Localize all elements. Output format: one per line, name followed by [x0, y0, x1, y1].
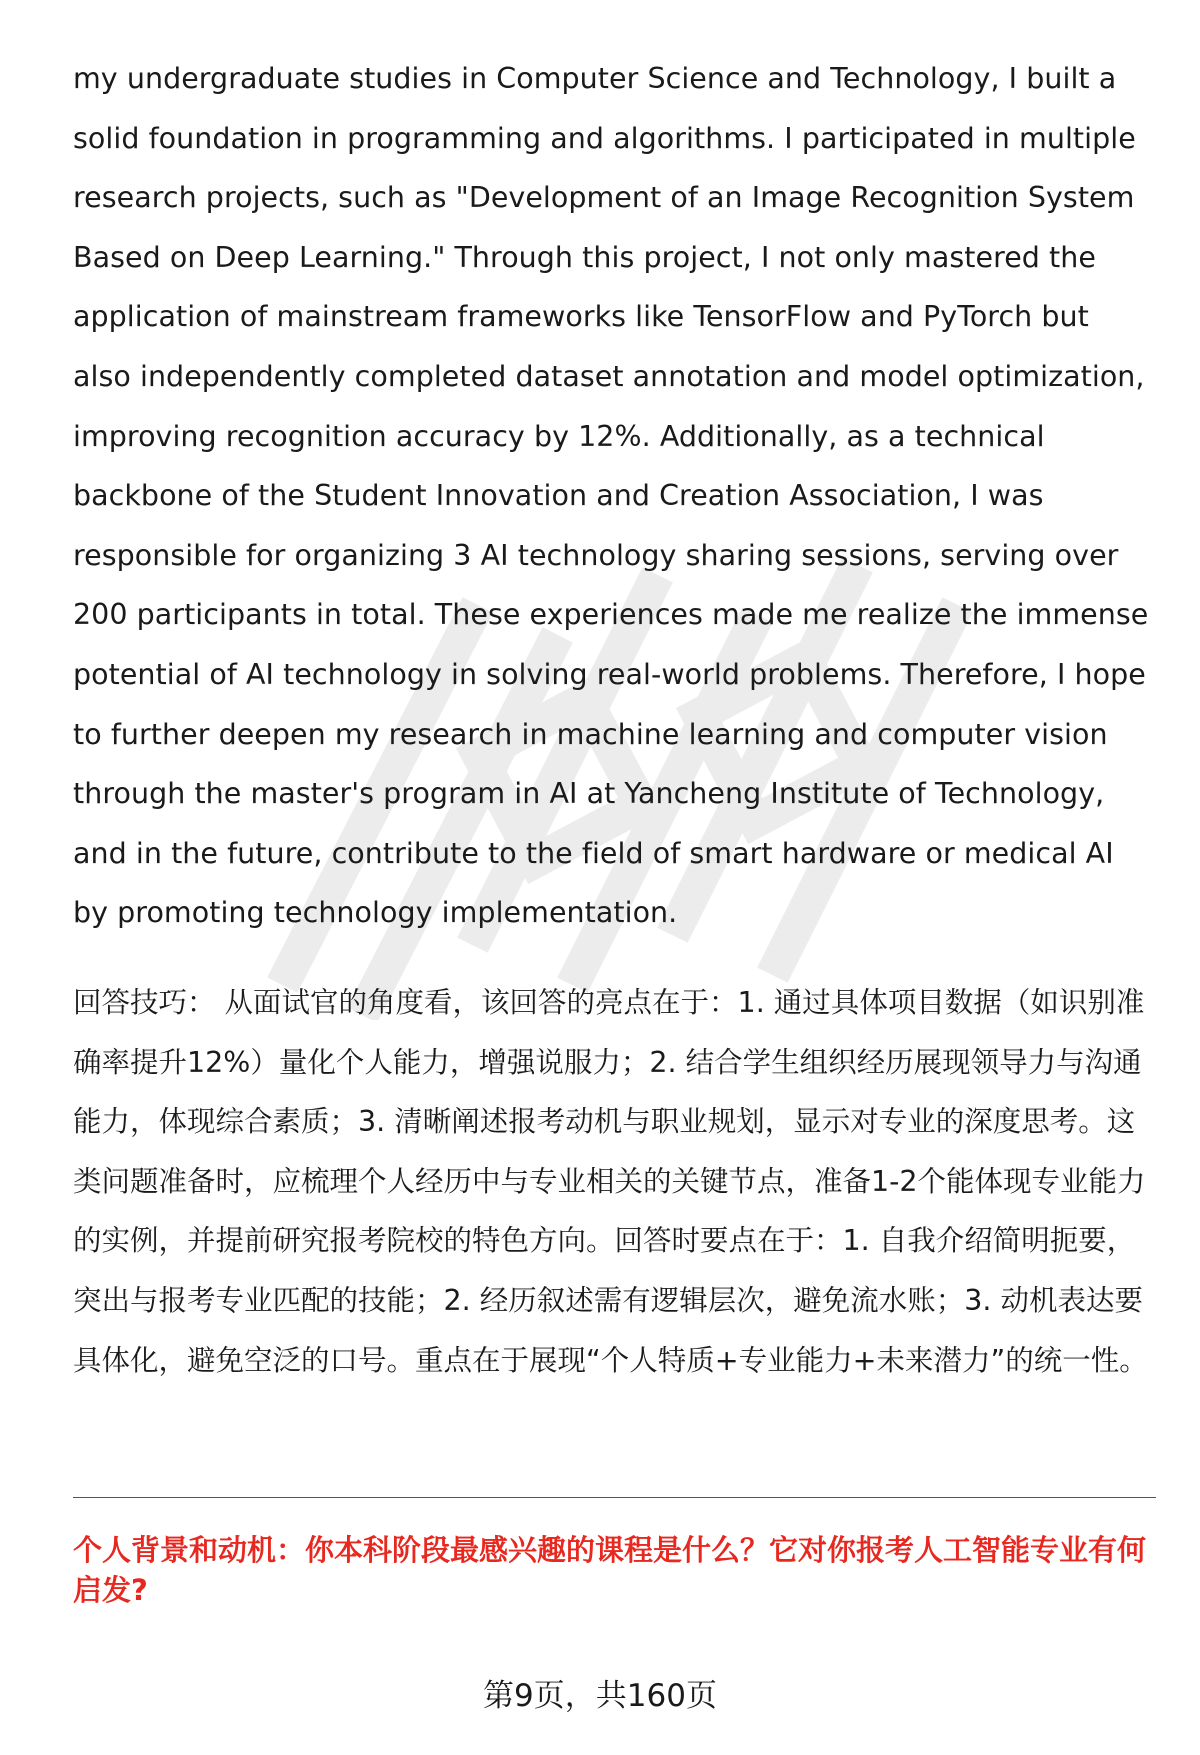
answer-paragraph: my undergraduate studies in Computer Science and Technology, I built a solid foundation in programming and algorithms. I participated in multiple research projects, such as "Development of an Image Recognition System Based on Deep Learning." Through this project, I not only mastered the application of mainstream frameworks like TensorFlow and PyTorch but also independently completed dataset annotation and model optimization, improving recognition accuracy by 12%. Additionally, as a technical backbone of the Student Innovation and Creation Association, I was responsible for organizing 3 AI technology sharing sessions, serving over 200 participants in total. These experiences made me realize the immense potential of AI technology in solving real-world problems. Therefore, I hope to further deepen my research in machine learning and computer vision through the master's program in AI at Yancheng Institute of Technology, and in the future, contribute to the field of smart hardware or medical AI by promoting technology implementation. — [73, 62, 1149, 930]
page-number-footer: 第9页，共160页 — [483, 1678, 717, 1714]
answer-tips-paragraph: 回答技巧： 从面试官的角度看，该回答的亮点在于：1. 通过具体项目数据（如识别准确率提升12%）量化个人能力，增强说服力；2. 结合学生组织经历展现领导力与沟通能力，体现综合素质；3. 清晰阐述报考动机与职业规划，显示对专业的深度思考。这类问题准备时，应梳理个人经历中与专业相关的关键节点，准备1-2个能体现专业能力的实例，并提前研究报考院校的特色方向。回答时要点在于：1. 自我介绍简明扼要，突出与报考专业匹配的技能；2. 经历叙述需有逻辑层次，避免流水账；3. 动机表达要具体化，避免空泛的口号。重点在于展现“个人特质+专业能力+未来潜力”的统一性。 — [73, 986, 1148, 1377]
section-divider — [73, 1497, 1156, 1498]
next-question-heading: 个人背景和动机：你本科阶段最感兴趣的课程是什么？它对你报考人工智能专业有何启发? — [73, 1533, 1147, 1607]
